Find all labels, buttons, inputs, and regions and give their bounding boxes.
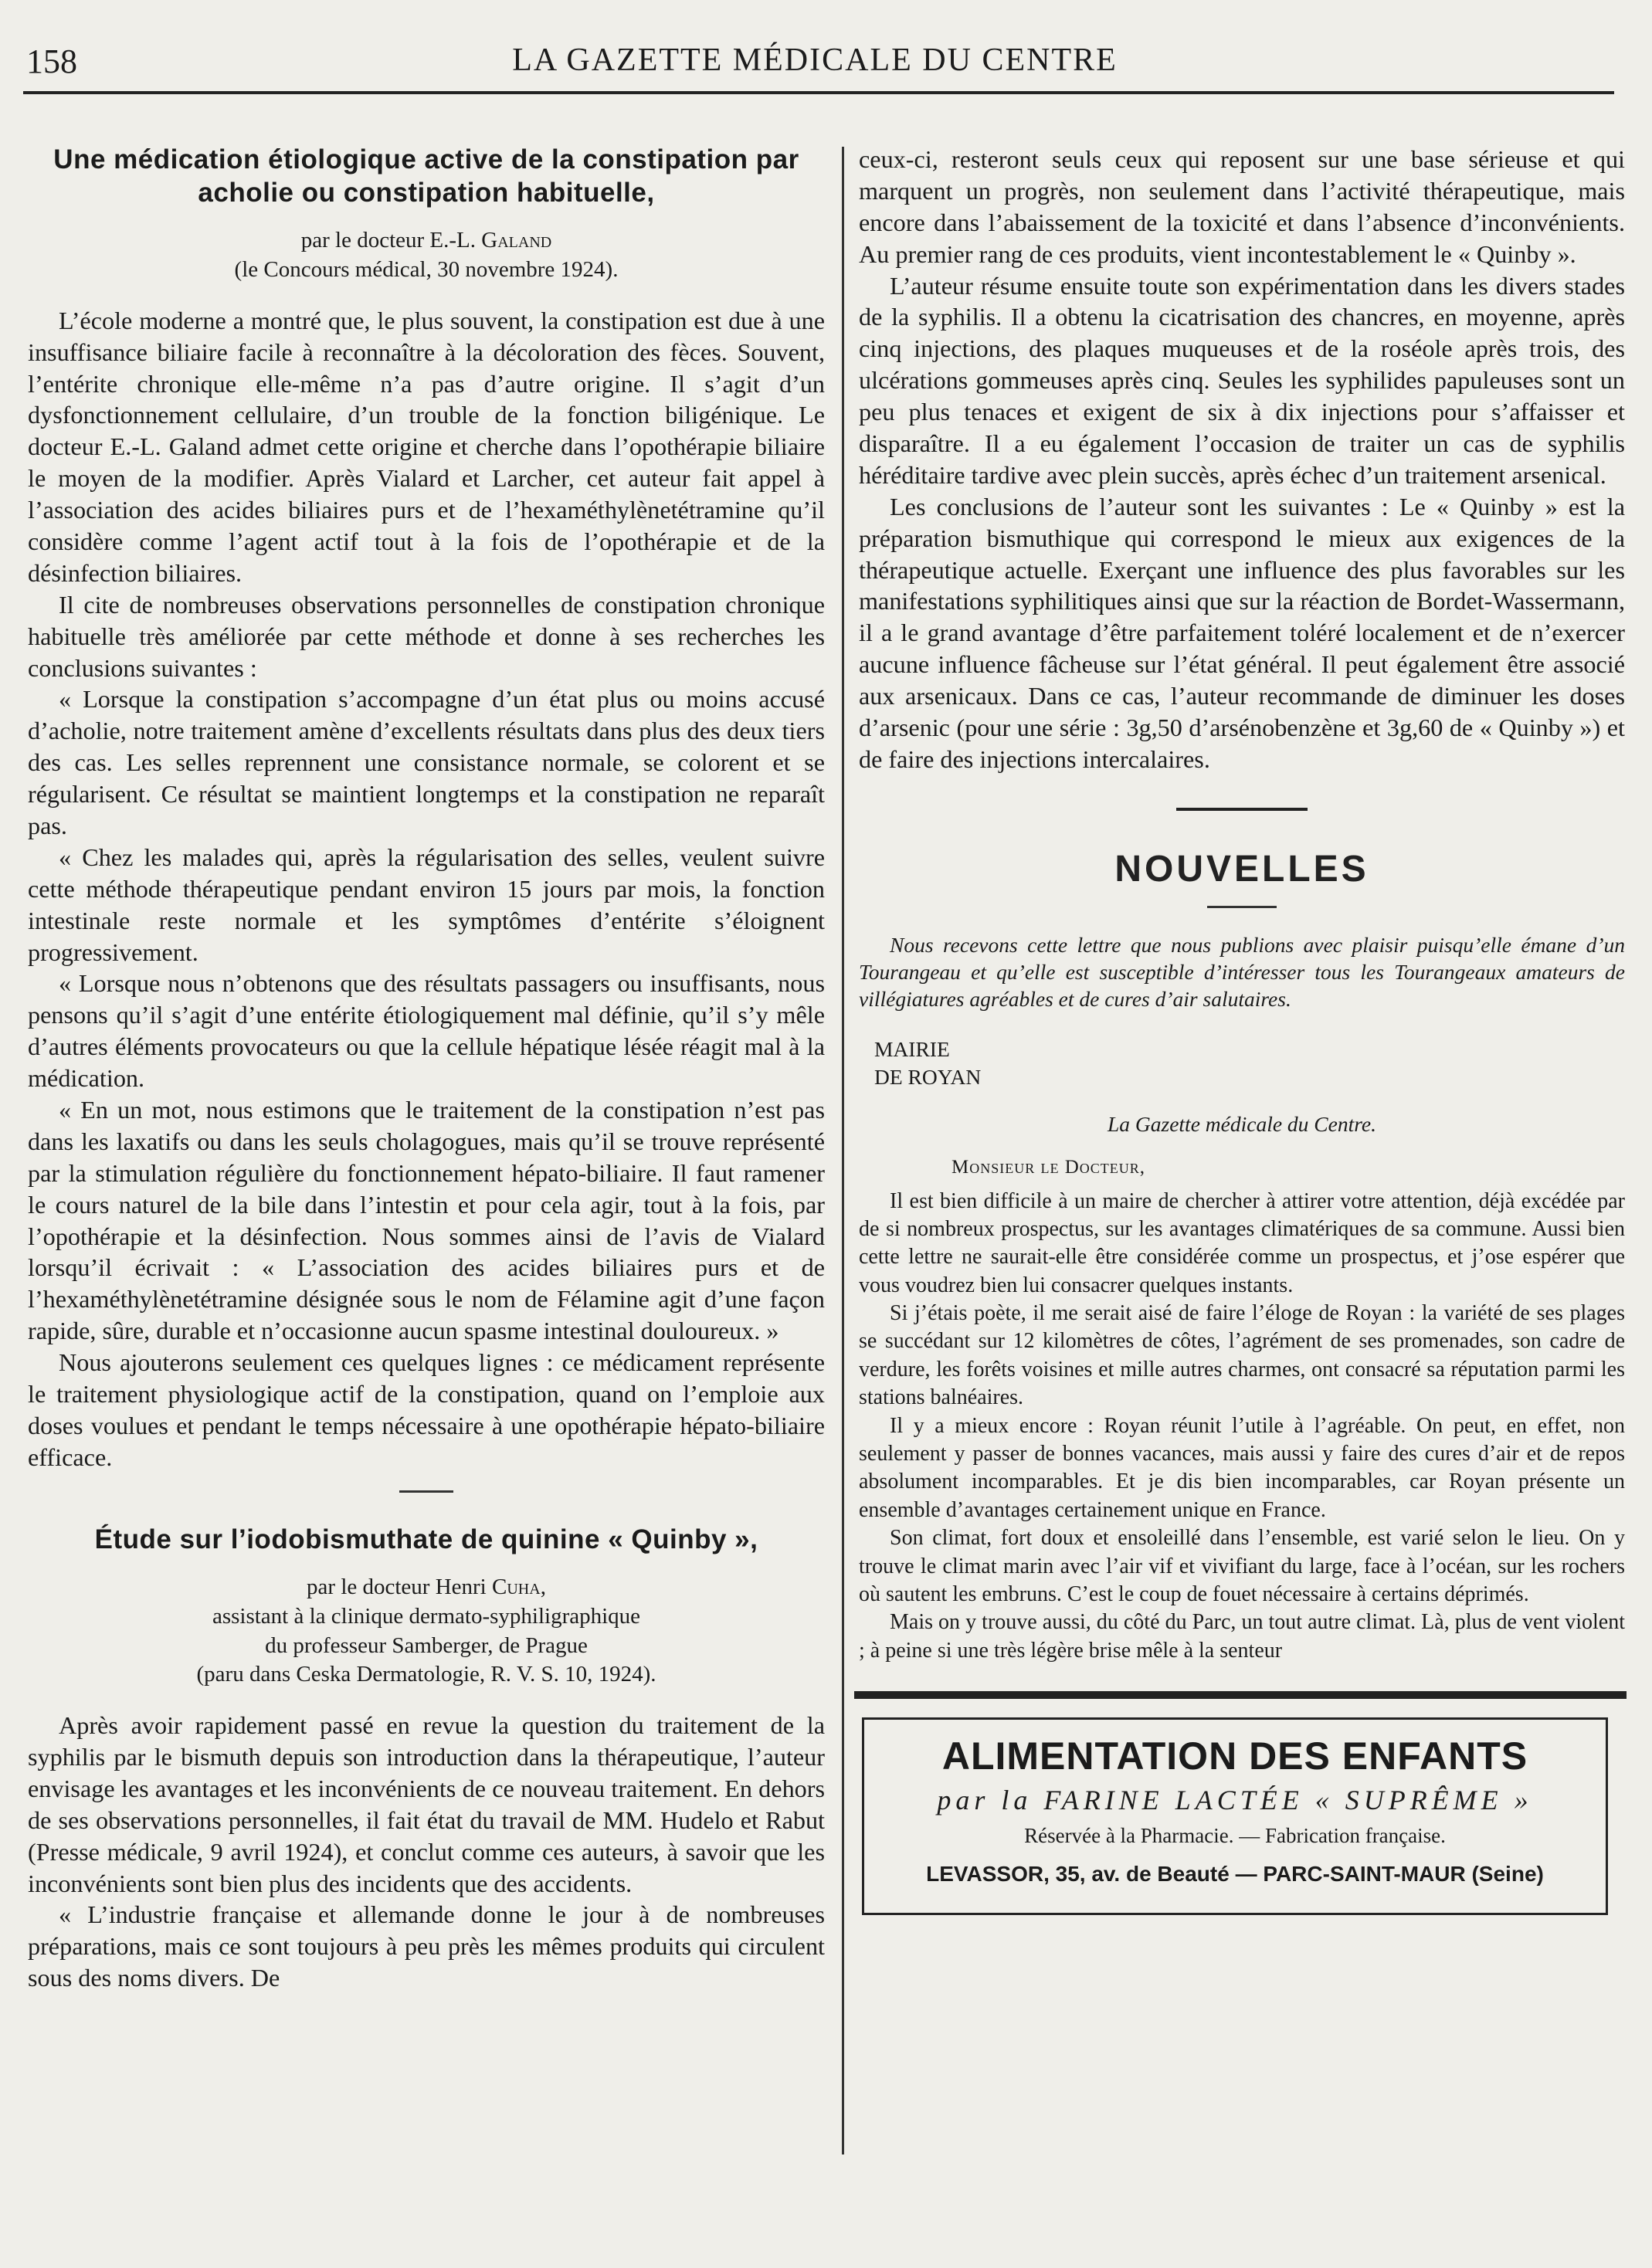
- advertisement-rule: [854, 1691, 1627, 1699]
- right-column: [859, 144, 1625, 1915]
- article2-byline-prefix: par le docteur Henri: [307, 1575, 492, 1600]
- advertisement-box: [862, 1717, 1608, 1915]
- article1-paragraph: « Lorsque nous n’obtenons que des résultats passagers ou insuffisants, nous pensons qu’il s’agit d’une entérite étiologiquement mal définie, qu’il s’y mêle d’autres éléments provocateurs ou que la cellule hépatique lésée réagit mal à la médication.: [28, 969, 825, 1093]
- letter-body: [859, 1188, 1625, 1666]
- article1-paragraph: Il cite de nombreuses observations personnelles de constipation chronique habituelle très améliorée par cette méthode et donne à ses recherches les conclusions suivantes :: [28, 590, 825, 682]
- letter-sender: [874, 1036, 1625, 1091]
- letter-paragraph: Mais on y trouve aussi, du côté du Parc, un tout autre climat. Là, plus de vent violent ; à peine si une très légère brise mêle à la senteur: [859, 1610, 1625, 1663]
- article1-byline: [28, 226, 825, 256]
- article2-source: (paru dans Ceska Dermatologie, R. V. S. 10, 1924).: [196, 1662, 656, 1687]
- article1-paragraph: L’école moderne a montré que, le plus souvent, la constipation est due à une insuffisance biliaire facile à reconnaître à la décoloration des fèces. Souvent, l’entérite chronique elle-même n’a pas d’autre origine. Il s’agit d’un dysfonctionnement cellulaire, d’un trouble de la fonction biligénique. Le docteur E.-L. Galand admet cette origine et cherche dans l’opothérapie biliaire le moyen de la modifier. Après Vialard et Larcher, cet auteur fait appel à l’association des acides biliaires purs et de l’hexaméthylènetétramine qu’il considère comme l’agent actif tout à la fois de l’opothérapie et de la désinfection biliaires.: [28, 306, 825, 587]
- article1-paragraph: « Lorsque la constipation s’accompagne d’un état plus ou moins accusé d’acholie, notre traitement amène d’excellents résultats dans plus des deux tiers des cas. Les selles reprennent une consistance normale, se colorent et se régularisent. Ce résultat se maintient longtemps et la constipation ne reparaît pas.: [28, 685, 825, 839]
- advertisement-subtitle: par la FARINE LACTÉE « SUPRÊME »: [937, 1784, 1533, 1815]
- letter-paragraph: Il y a mieux encore : Royan réunit l’utile à l’agréable. On peut, en effet, non seulement y passer de bonnes vacances, mais aussi y faire des cures d’air et de repos absolument incomparables. Et je dis bien incomparables, car Royan présente un ensemble d’avantages certainement unique en France.: [859, 1413, 1625, 1522]
- article1-paragraph: « En un mot, nous estimons que le traitement de la constipation n’est pas dans les laxatifs ou dans les seuls cholagogues, mais qu’il se trouve représenté par la stimulation régulière du fonctionnement hépato-biliaire. Il faut ramener le cours naturel de la bile dans l’intestin et pour cela agir, tout à la fois, par l’opothérapie et la désinfection. Nous sommes ainsi de l’avis de Vialard lorsqu’il écrivait : « L’association des acides biliaires purs et de l’hexaméthylènetétramine désignée sous le nom de Félamine agit d’une façon rapide, sûre, durable et n’occasionne aucun spasme intestinal douloureux. »: [28, 1096, 825, 1345]
- article2-paragraph: ceux-ci, resteront seuls ceux qui reposent sur une base sérieuse et qui marquent un progrès, non seulement dans l’activité thérapeutique, mais encore dans l’abaissement de la toxicité et dans l’absence d’inconvénients. Au premier rang de ces produits, vient incontestablement le « Quinby ».: [859, 145, 1625, 268]
- article2-paragraph: Après avoir rapidement passé en revue la question du traitement de la syphilis par le bismuth depuis son introduction dans la thérapeutique, l’auteur envisage les avantages et les inconvénients de ce nouveau traitement. En dehors de ses observations personnelles, il fait état du travail de MM. Hudelo et Rabut (Presse médicale, 9 avril 1924), et conclut comme ces auteurs, à savoir que les inconvénients sont bien plus des incidents que des accidents.: [28, 1711, 825, 1897]
- letter-salutation: [952, 1155, 1625, 1180]
- section-subrule: [1207, 906, 1277, 908]
- article2-affiliation-line2: du professeur Samberger, de Prague: [265, 1632, 588, 1658]
- article1-byline-prefix: par le docteur E.-L.: [300, 228, 482, 253]
- letter-paragraph: Son climat, fort doux et ensoleillé dans l’ensemble, est varié selon le lieu. On y trouve le climat marin avec l’air vif et vivifiant du large, face à l’océan, sur les rochers où sautent les embruns. C’est le coup de fouet nécessaire à certains déprimés.: [859, 1526, 1625, 1606]
- advertisement-footer: LEVASSOR, 35, av. de Beauté — PARC-SAINT-MAUR (Seine): [926, 1861, 1544, 1886]
- letter-sender-line2: DE ROYAN: [874, 1065, 982, 1090]
- letter-recipient: La Gazette médicale du Centre.: [1107, 1111, 1376, 1136]
- article2-author: Cuha: [492, 1575, 541, 1600]
- nouvelles-intro: Nous recevons cette lettre que nous publions avec plaisir puisqu’elle émane d’un Tourangeau et qu’elle est susceptible d’intéresser tous les Tourangeaux amateurs de villégiatures agréables et de cures d’air salutaires.: [859, 932, 1625, 1012]
- article2-paragraph: L’auteur résume ensuite toute son expérimentation dans les divers stades de la syphilis. Il a obtenu la cicatrisation des chancres, en moyenne, après cinq injections, des plaques muqueuses et de la roséole après trois, des ulcérations gommeuses après cinq. Seules les syphilides papuleuses sont un peu plus tenaces et exigent de six à dix injections pour s’affaisser et disparaître. Il a eu également l’occasion de traiter un cas de syphilis héréditaire tardive avec plein succès, après échec d’un traitement arsenical.: [859, 271, 1625, 489]
- article2-byline: [28, 1573, 825, 1602]
- section-rule: [1176, 808, 1308, 811]
- article1-source: (le Concours médical, 30 novembre 1924).: [234, 257, 619, 283]
- journal-title: LA GAZETTE MÉDICALE DU CENTRE: [512, 42, 1118, 78]
- article2-paragraph: « L’industrie française et allemande donne le jour à de nombreuses préparations, mais ce sont toujours à peu près les mêmes produits qui circulent sous des noms divers. De: [28, 1900, 825, 1992]
- article-separator: [399, 1490, 453, 1493]
- article2-byline-suffix: ,: [540, 1575, 546, 1600]
- article1-paragraph: « Chez les malades qui, après la régularisation des selles, veulent suivre cette méthode thérapeutique pendant environ 15 jours par mois, la fonction intestinale reste normale et les symptômes d’entérite s’éloignent progressivement.: [28, 842, 825, 966]
- advertisement-note: Réservée à la Pharmacie. — Fabrication française.: [1024, 1824, 1446, 1848]
- nouvelles-title: NOUVELLES: [1114, 848, 1369, 890]
- advertisement-title: ALIMENTATION DES ENFANTS: [941, 1734, 1528, 1778]
- column-divider: [842, 147, 844, 2154]
- article1-paragraph: Nous ajouterons seulement ces quelques lignes : ce médicament représente le traitement physiologique actif de la constipation, quand on l’emploie aux doses voulues et pendant le temps nécessaire à une opothérapie hépato-biliaire efficace.: [28, 1348, 825, 1471]
- running-header: [23, 37, 1606, 83]
- article2-paragraph: Les conclusions de l’auteur sont les suivantes : Le « Quinby » est la préparation bismuthique qui correspond le mieux aux exigences de la thérapeutique actuelle. Exerçant une influence des plus favorables sur les manifestations syphilitiques ainsi que sur la réaction de Bordet-Wassermann, il a le grand avantage d’être parfaitement toléré localement et de n’exercer aucune influence fâcheuse sur l’état général. Il peut également être associé aux arsenicaux. Dans ce cas, l’auteur recommande de diminuer les doses d’arsenic (pour une série : 3g,50 d’arsénobenzène et 3g,60 de « Quinby ») et de faire des injections intercalaires.: [859, 492, 1625, 773]
- letter-salutation-text: Monsieur le Docteur,: [952, 1156, 1146, 1178]
- article2-title: Étude sur l’iodobismuthate de quinine « Quinby »,: [94, 1524, 758, 1554]
- header-rule: [23, 91, 1614, 94]
- page-number: 158: [26, 42, 77, 80]
- article1-title: Une médication étiologique active de la constipation par acholie ou constipation habituelle,: [53, 144, 799, 208]
- article2-affiliation-line1: assistant à la clinique dermato-syphiligraphique: [212, 1604, 641, 1629]
- letter-paragraph: Il est bien difficile à un maire de chercher à attirer votre attention, déjà excédée par de si nombreux prospectus, sur les avantages climatériques de sa commune. Aussi bien cette lettre ne saurait-elle être considérée comme un prospectus, et j’ose espérer que vous voudrez bien lui consacrer quelques instants.: [859, 1188, 1625, 1297]
- letter-sender-line1: MAIRIE: [874, 1037, 950, 1062]
- article1-author: Galand: [481, 228, 552, 253]
- left-column: [28, 144, 825, 1994]
- letter-paragraph: Si j’étais poète, il me serait aisé de faire l’éloge de Royan : la variété de ses plages se succédant sur 12 kilomètres de côtes, l’agrément de ses promenades, son cadre de verdure, les forêts voisines et mille autres charmes, ont consacré sa réputation parmi les stations balnéaires.: [859, 1301, 1625, 1410]
